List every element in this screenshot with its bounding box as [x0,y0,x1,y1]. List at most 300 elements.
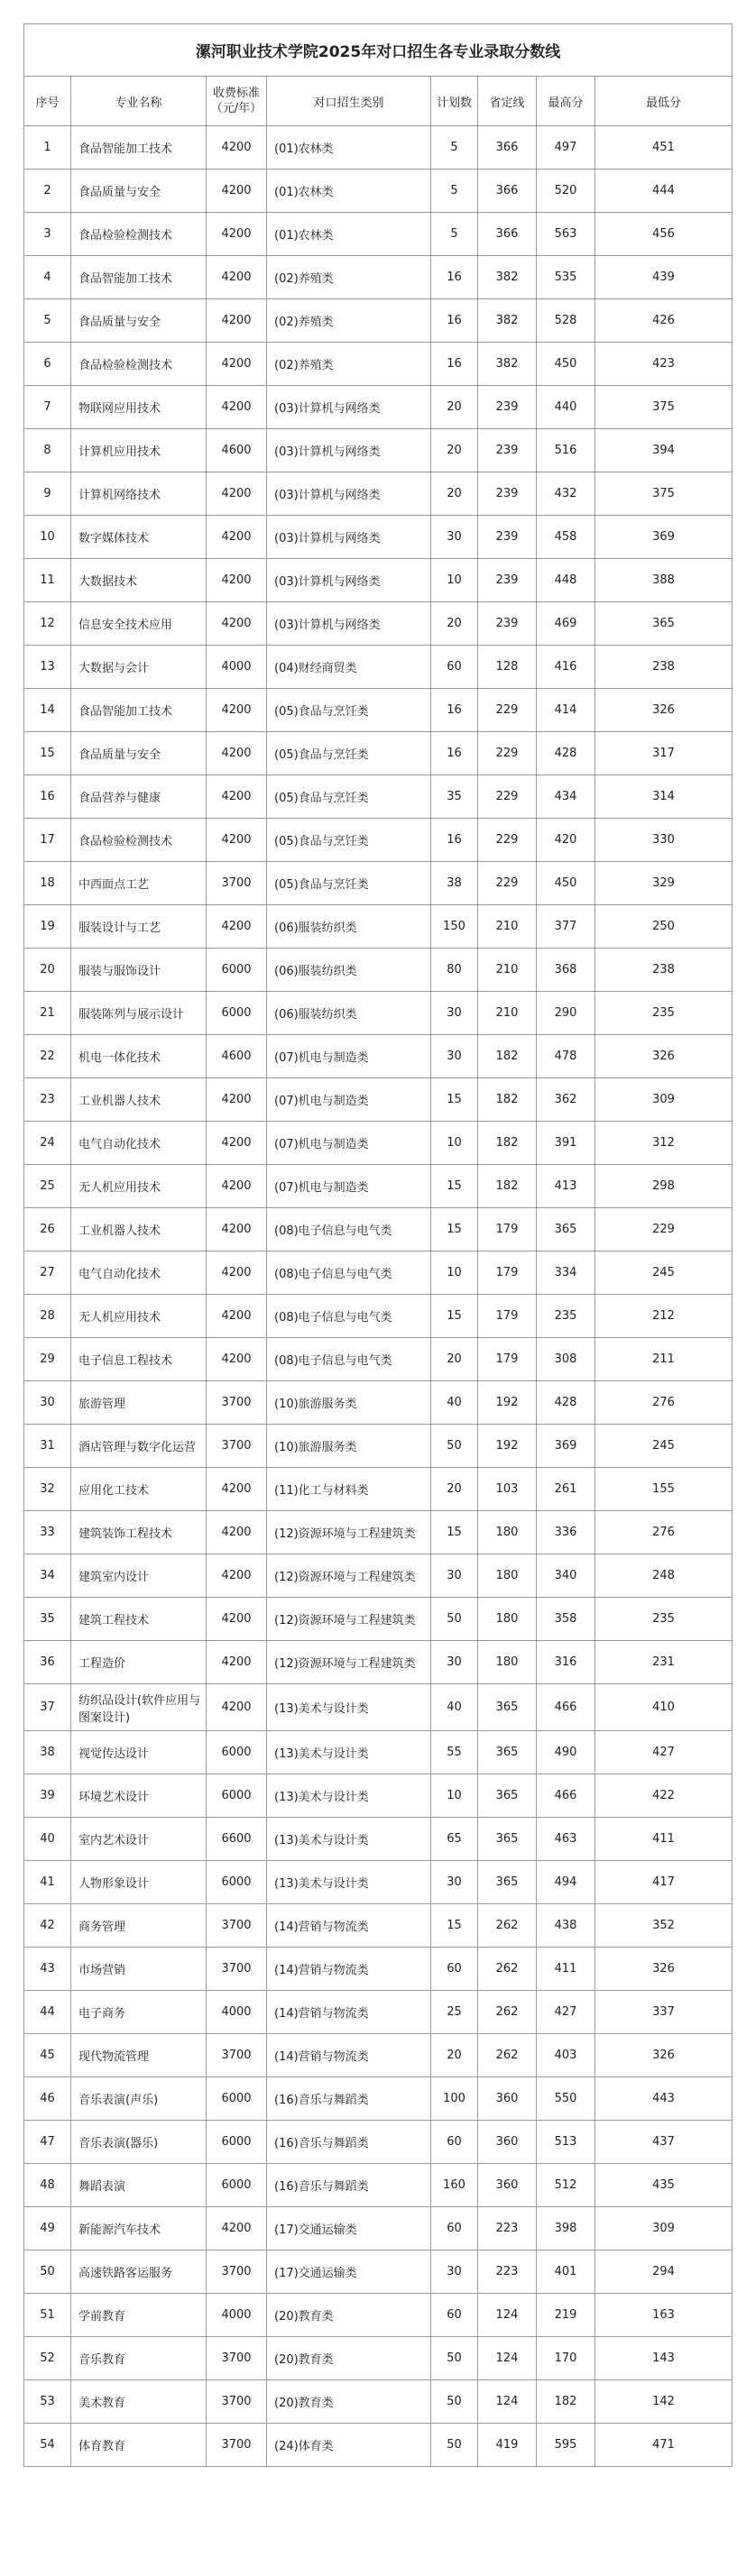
plan-cell: 50 [431,1425,478,1468]
category-cell: (06)服装纺织类 [267,949,431,992]
fee-cell: 4600 [207,1035,267,1078]
major-cell: 物联网应用技术 [71,386,207,429]
province-line-cell: 180 [478,1554,537,1598]
province-line-cell: 180 [478,1511,537,1554]
category-cell: (11)化工与材料类 [267,1468,431,1511]
major-cell: 中西面点工艺 [71,862,207,905]
seq-cell: 19 [24,905,71,949]
min-score-cell: 451 [595,126,732,170]
seq-cell: 7 [24,386,71,429]
table-row [24,2424,732,2467]
table-row [24,819,732,862]
fee-cell: 4200 [207,1165,267,1208]
major-cell: 室内艺术设计 [71,1818,207,1861]
category-cell: (07)机电与制造类 [267,1078,431,1122]
fee-cell: 4200 [207,689,267,732]
header-plan: 计划数 [431,77,478,126]
min-score-cell: 312 [595,1122,732,1165]
major-cell: 食品质量与安全 [71,299,207,343]
fee-cell: 3700 [207,1948,267,1991]
table-row [24,429,732,472]
plan-cell: 16 [431,689,478,732]
max-score-cell: 494 [537,1861,595,1904]
province-line-cell: 382 [478,299,537,343]
max-score-cell: 413 [537,1165,595,1208]
category-cell: (08)电子信息与电气类 [267,1338,431,1381]
category-cell: (20)教育类 [267,2294,431,2337]
fee-cell: 6000 [207,1731,267,1774]
province-line-cell: 262 [478,1904,537,1948]
fee-cell: 4200 [207,256,267,299]
seq-cell: 14 [24,689,71,732]
min-score-cell: 326 [595,1035,732,1078]
fee-cell: 4200 [207,775,267,819]
seq-cell: 41 [24,1861,71,1904]
min-score-cell: 329 [595,862,732,905]
min-score-cell: 375 [595,472,732,516]
min-score-cell: 443 [595,2077,732,2121]
max-score-cell: 440 [537,386,595,429]
max-score-cell: 219 [537,2294,595,2337]
table-row [24,126,732,170]
fee-cell: 4200 [207,213,267,256]
major-cell: 舞蹈表演 [71,2164,207,2207]
seq-cell: 46 [24,2077,71,2121]
plan-cell: 20 [431,1468,478,1511]
min-score-cell: 439 [595,256,732,299]
major-cell: 音乐表演(器乐) [71,2121,207,2164]
fee-cell: 4200 [207,1295,267,1338]
province-line-cell: 360 [478,2164,537,2207]
max-score-cell: 377 [537,905,595,949]
fee-cell: 3700 [207,1904,267,1948]
min-score-cell: 317 [595,732,732,775]
seq-cell: 20 [24,949,71,992]
province-line-cell: 180 [478,1641,537,1684]
table-row [24,1381,732,1425]
plan-cell: 40 [431,1684,478,1731]
category-cell: (10)旅游服务类 [267,1381,431,1425]
table-body [24,126,732,2467]
plan-cell: 20 [431,429,478,472]
category-cell: (13)美术与设计类 [267,1731,431,1774]
min-score-cell: 330 [595,819,732,862]
plan-cell: 30 [431,992,478,1035]
table-row [24,775,732,819]
min-score-cell: 245 [595,1425,732,1468]
major-cell: 食品营养与健康 [71,775,207,819]
province-line-cell: 229 [478,689,537,732]
province-line-cell: 365 [478,1731,537,1774]
province-line-cell: 239 [478,602,537,646]
table-row [24,472,732,516]
fee-cell: 6600 [207,1818,267,1861]
major-cell: 旅游管理 [71,1381,207,1425]
fee-cell: 4200 [207,732,267,775]
plan-cell: 30 [431,2251,478,2294]
plan-cell: 15 [431,1295,478,1338]
major-cell: 食品检验检测技术 [71,819,207,862]
major-cell: 电子信息工程技术 [71,1338,207,1381]
min-score-cell: 229 [595,1208,732,1251]
plan-cell: 20 [431,386,478,429]
plan-cell: 65 [431,1818,478,1861]
min-score-cell: 309 [595,1078,732,1122]
province-line-cell: 365 [478,1861,537,1904]
province-line-cell: 124 [478,2380,537,2424]
plan-cell: 60 [431,2121,478,2164]
min-score-cell: 423 [595,343,732,386]
max-score-cell: 336 [537,1511,595,1554]
plan-cell: 16 [431,256,478,299]
fee-cell: 3700 [207,2034,267,2077]
major-cell: 计算机应用技术 [71,429,207,472]
seq-cell: 49 [24,2207,71,2251]
plan-cell: 50 [431,1598,478,1641]
plan-cell: 5 [431,213,478,256]
province-line-cell: 365 [478,1818,537,1861]
header-seq: 序号 [24,77,71,126]
major-cell: 电气自动化技术 [71,1251,207,1295]
table-row [24,559,732,602]
min-score-cell: 394 [595,429,732,472]
major-cell: 数字媒体技术 [71,516,207,559]
max-score-cell: 458 [537,516,595,559]
seq-cell: 34 [24,1554,71,1598]
major-cell: 服装设计与工艺 [71,905,207,949]
province-line-cell: 239 [478,429,537,472]
fee-cell: 4600 [207,429,267,472]
max-score-cell: 428 [537,732,595,775]
category-cell: (13)美术与设计类 [267,1684,431,1731]
table-row [24,1731,732,1774]
major-cell: 机电一体化技术 [71,1035,207,1078]
header-fee-line1: 收费标准 [212,87,260,100]
major-cell: 建筑工程技术 [71,1598,207,1641]
major-cell: 建筑装饰工程技术 [71,1511,207,1554]
province-line-cell: 210 [478,949,537,992]
category-cell: (03)计算机与网络类 [267,559,431,602]
table-row [24,1861,732,1904]
min-score-cell: 388 [595,559,732,602]
major-cell: 食品检验检测技术 [71,343,207,386]
min-score-cell: 427 [595,1731,732,1774]
province-line-cell: 223 [478,2207,537,2251]
max-score-cell: 513 [537,2121,595,2164]
table-row [24,1641,732,1684]
fee-cell: 6000 [207,2077,267,2121]
max-score-cell: 340 [537,1554,595,1598]
score-sheet [23,23,732,2467]
province-line-cell: 182 [478,1035,537,1078]
table-row [24,2337,732,2380]
table-row [24,516,732,559]
fee-cell: 4200 [207,2207,267,2251]
province-line-cell: 128 [478,646,537,689]
major-cell: 食品质量与安全 [71,732,207,775]
seq-cell: 44 [24,1991,71,2034]
fee-cell: 4200 [207,126,267,170]
table-row [24,1078,732,1122]
plan-cell: 30 [431,1554,478,1598]
major-cell: 信息安全技术应用 [71,602,207,646]
table-row [24,602,732,646]
major-cell: 食品智能加工技术 [71,689,207,732]
max-score-cell: 334 [537,1251,595,1295]
max-score-cell: 438 [537,1904,595,1948]
table-row [24,2380,732,2424]
category-cell: (20)教育类 [267,2380,431,2424]
category-cell: (03)计算机与网络类 [267,602,431,646]
seq-cell: 3 [24,213,71,256]
seq-cell: 4 [24,256,71,299]
province-line-cell: 179 [478,1338,537,1381]
fee-cell: 4200 [207,1554,267,1598]
plan-cell: 16 [431,343,478,386]
max-score-cell: 170 [537,2337,595,2380]
table-title: 漯河职业技术学院2025年对口招生各专业录取分数线 [24,24,732,77]
seq-cell: 2 [24,170,71,213]
header-max: 最高分 [537,77,595,126]
major-cell: 美术教育 [71,2380,207,2424]
seq-cell: 53 [24,2380,71,2424]
max-score-cell: 369 [537,1425,595,1468]
province-line-cell: 262 [478,2034,537,2077]
plan-cell: 30 [431,1641,478,1684]
max-score-cell: 414 [537,689,595,732]
fee-cell: 4200 [207,343,267,386]
category-cell: (10)旅游服务类 [267,1425,431,1468]
seq-cell: 38 [24,1731,71,1774]
fee-cell: 4200 [207,1598,267,1641]
province-line-cell: 239 [478,472,537,516]
major-cell: 体育教育 [71,2424,207,2467]
min-score-cell: 326 [595,2034,732,2077]
plan-cell: 80 [431,949,478,992]
table-row [24,1511,732,1554]
plan-cell: 15 [431,1165,478,1208]
plan-cell: 50 [431,2337,478,2380]
category-cell: (06)服装纺织类 [267,905,431,949]
fee-cell: 3700 [207,1425,267,1468]
max-score-cell: 469 [537,602,595,646]
seq-cell: 30 [24,1381,71,1425]
seq-cell: 11 [24,559,71,602]
table-row [24,2294,732,2337]
major-cell: 商务管理 [71,1904,207,1948]
plan-cell: 150 [431,905,478,949]
max-score-cell: 512 [537,2164,595,2207]
seq-cell: 37 [24,1684,71,1731]
fee-cell: 4200 [207,1684,267,1731]
min-score-cell: 410 [595,1684,732,1731]
fee-cell: 4200 [207,559,267,602]
max-score-cell: 434 [537,775,595,819]
fee-cell: 4200 [207,170,267,213]
seq-cell: 54 [24,2424,71,2467]
min-score-cell: 365 [595,602,732,646]
max-score-cell: 490 [537,1731,595,1774]
table-row [24,1251,732,1295]
major-cell: 新能源汽车技术 [71,2207,207,2251]
fee-cell: 3700 [207,2424,267,2467]
category-cell: (14)营销与物流类 [267,2034,431,2077]
major-cell: 工业机器人技术 [71,1078,207,1122]
max-score-cell: 416 [537,646,595,689]
seq-cell: 21 [24,992,71,1035]
category-cell: (12)资源环境与工程建筑类 [267,1554,431,1598]
plan-cell: 5 [431,126,478,170]
major-cell: 建筑室内设计 [71,1554,207,1598]
plan-cell: 60 [431,2207,478,2251]
plan-cell: 30 [431,1035,478,1078]
major-cell: 人物形象设计 [71,1861,207,1904]
major-cell: 食品智能加工技术 [71,126,207,170]
table-row [24,386,732,429]
table-row [24,1598,732,1641]
plan-cell: 30 [431,1861,478,1904]
plan-cell: 60 [431,1948,478,1991]
major-cell: 现代物流管理 [71,2034,207,2077]
table-row [24,256,732,299]
header-fee-line2: （元/年） [210,102,263,115]
category-cell: (16)音乐与舞蹈类 [267,2077,431,2121]
min-score-cell: 435 [595,2164,732,2207]
plan-cell: 30 [431,516,478,559]
major-cell: 电子商务 [71,1991,207,2034]
max-score-cell: 368 [537,949,595,992]
min-score-cell: 298 [595,1165,732,1208]
max-score-cell: 420 [537,819,595,862]
table-row [24,1818,732,1861]
max-score-cell: 563 [537,213,595,256]
major-cell: 音乐表演(声乐) [71,2077,207,2121]
header-row [24,77,732,126]
province-line-cell: 179 [478,1251,537,1295]
category-cell: (05)食品与烹饪类 [267,862,431,905]
max-score-cell: 528 [537,299,595,343]
max-score-cell: 235 [537,1295,595,1338]
category-cell: (14)营销与物流类 [267,1948,431,1991]
seq-cell: 31 [24,1425,71,1468]
category-cell: (17)交通运输类 [267,2251,431,2294]
province-line-cell: 229 [478,862,537,905]
seq-cell: 9 [24,472,71,516]
plan-cell: 20 [431,2034,478,2077]
category-cell: (14)营销与物流类 [267,1991,431,2034]
max-score-cell: 535 [537,256,595,299]
table-row [24,905,732,949]
province-line-cell: 366 [478,170,537,213]
min-score-cell: 143 [595,2337,732,2380]
min-score-cell: 337 [595,1991,732,2034]
min-score-cell: 142 [595,2380,732,2424]
category-cell: (20)教育类 [267,2337,431,2380]
max-score-cell: 316 [537,1641,595,1684]
major-cell: 服装与服饰设计 [71,949,207,992]
min-score-cell: 235 [595,992,732,1035]
fee-cell: 4200 [207,905,267,949]
max-score-cell: 182 [537,2380,595,2424]
max-score-cell: 261 [537,1468,595,1511]
max-score-cell: 478 [537,1035,595,1078]
category-cell: (08)电子信息与电气类 [267,1251,431,1295]
table-row [24,1684,732,1731]
fee-cell: 4200 [207,602,267,646]
province-line-cell: 182 [478,1078,537,1122]
max-score-cell: 520 [537,170,595,213]
max-score-cell: 308 [537,1338,595,1381]
plan-cell: 40 [431,1381,478,1425]
seq-cell: 45 [24,2034,71,2077]
table-row [24,1468,732,1511]
major-cell: 无人机应用技术 [71,1165,207,1208]
fee-cell: 4000 [207,646,267,689]
seq-cell: 16 [24,775,71,819]
fee-cell: 6000 [207,949,267,992]
category-cell: (03)计算机与网络类 [267,516,431,559]
major-cell: 环境艺术设计 [71,1774,207,1818]
category-cell: (01)农林类 [267,170,431,213]
major-cell: 食品质量与安全 [71,170,207,213]
header-category: 对口招生类别 [267,77,431,126]
table-row [24,2034,732,2077]
major-cell: 服装陈列与展示设计 [71,992,207,1035]
category-cell: (07)机电与制造类 [267,1035,431,1078]
table-row [24,343,732,386]
province-line-cell: 103 [478,1468,537,1511]
min-score-cell: 238 [595,646,732,689]
fee-cell: 4000 [207,1991,267,2034]
table-row [24,2207,732,2251]
table-row [24,689,732,732]
min-score-cell: 231 [595,1641,732,1684]
category-cell: (01)农林类 [267,126,431,170]
max-score-cell: 391 [537,1122,595,1165]
seq-cell: 50 [24,2251,71,2294]
min-score-cell: 375 [595,386,732,429]
major-cell: 高速铁路客运服务 [71,2251,207,2294]
min-score-cell: 235 [595,1598,732,1641]
plan-cell: 10 [431,1122,478,1165]
plan-cell: 10 [431,559,478,602]
category-cell: (02)养殖类 [267,343,431,386]
fee-cell: 4200 [207,1641,267,1684]
max-score-cell: 450 [537,862,595,905]
seq-cell: 23 [24,1078,71,1122]
fee-cell: 6000 [207,2164,267,2207]
category-cell: (05)食品与烹饪类 [267,732,431,775]
min-score-cell: 326 [595,1948,732,1991]
category-cell: (16)音乐与舞蹈类 [267,2121,431,2164]
plan-cell: 15 [431,1904,478,1948]
fee-cell: 4200 [207,1078,267,1122]
fee-cell: 4200 [207,1122,267,1165]
seq-cell: 36 [24,1641,71,1684]
min-score-cell: 163 [595,2294,732,2337]
table-row [24,1165,732,1208]
table-row [24,949,732,992]
province-line-cell: 124 [478,2294,537,2337]
min-score-cell: 326 [595,689,732,732]
min-score-cell: 411 [595,1818,732,1861]
min-score-cell: 155 [595,1468,732,1511]
seq-cell: 48 [24,2164,71,2207]
plan-cell: 16 [431,299,478,343]
seq-cell: 39 [24,1774,71,1818]
province-line-cell: 419 [478,2424,537,2467]
max-score-cell: 290 [537,992,595,1035]
